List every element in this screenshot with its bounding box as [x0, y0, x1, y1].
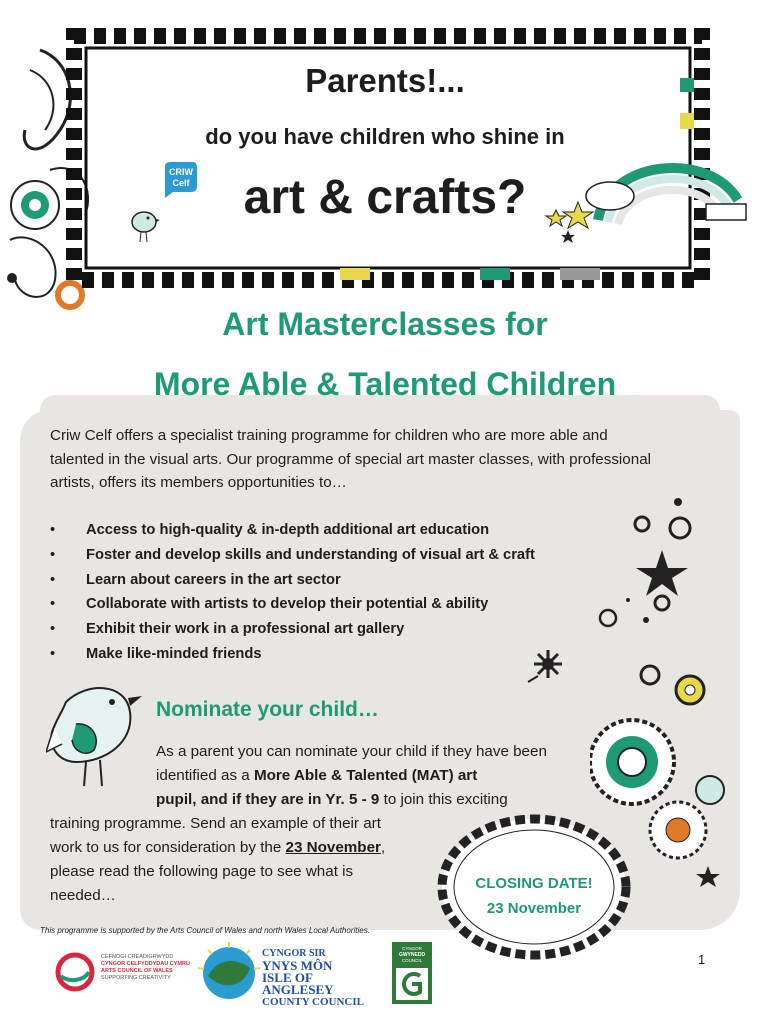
acw-swirl-icon: [55, 952, 95, 992]
main-title-line2: More Able & Talented Children: [153, 366, 617, 402]
mat-text: More Able & Talented (MAT) art: [253, 767, 478, 784]
anglesey-text: COUNTY COUNCIL: [262, 996, 364, 1008]
nominate-line: needed…: [50, 887, 116, 904]
nominate-text: ,: [380, 839, 386, 856]
acw-text: CYNGOR CELFYDDYDAU CYMRU: [101, 961, 190, 967]
support-note: This programme is supported by the Arts Council of Wales and north Wales Local Authorities.: [40, 926, 370, 935]
nominate-text: identified as a: [156, 767, 254, 784]
list-item: • Make like-minded friends: [50, 642, 535, 667]
benefits-list: [50, 518, 535, 667]
nominate-line: [156, 788, 508, 812]
anglesey-text: YNYS MÔN: [262, 958, 333, 973]
nominate-line: please read the following page to see what is: [50, 863, 354, 880]
intro-paragraph: [50, 424, 715, 495]
gwynedd-g-icon: [396, 968, 428, 1000]
main-title-line1: Art Masterclasses for: [222, 306, 548, 342]
intro-line: Criw Celf offers a specialist training programme for children who are more able and: [50, 427, 608, 444]
small-bird-icon: [126, 204, 160, 244]
deadline-text: 23 November: [285, 839, 381, 856]
nominate-line: [50, 836, 385, 860]
headline-art-crafts: art & crafts?: [243, 171, 527, 224]
gwynedd-text: CYNGOR: [402, 946, 422, 951]
list-item: • Learn about careers in the art sector: [50, 568, 535, 593]
intro-line: artists, offers its members opportunities to…: [50, 474, 347, 491]
acw-text: SUPPORTING CREATIVITY: [101, 975, 171, 981]
intro-line: talented in the visual arts. Our programme of special art master classes, with professional: [50, 450, 652, 468]
closing-date: 23 November: [486, 900, 582, 917]
headline-question: do you have children who shine in: [205, 124, 565, 149]
list-item: • Foster and develop skills and understanding of visual art & craft: [50, 543, 535, 568]
arts-council-wales-logo: [55, 950, 195, 994]
anglesey-text: CYNGOR SIR: [262, 948, 326, 959]
page-number: 1: [698, 952, 706, 967]
flower-icon: [524, 648, 584, 688]
nominate-line: [156, 764, 477, 788]
nominate-line: training programme. Send an example of their art: [50, 815, 381, 832]
gwynedd-text: GWYNEDD: [398, 952, 426, 958]
criw-celf-logo: [161, 160, 199, 198]
nominate-heading: Nominate your child…: [156, 698, 379, 721]
bird-icon: [46, 682, 146, 792]
acw-text: CEFNOGI CREADIGRWYDD: [101, 954, 174, 960]
logo-text-2: Celf: [172, 178, 190, 188]
headline-parents: Parents!...: [305, 62, 465, 99]
year-text: pupil, and if they are in Yr. 5 - 9: [156, 791, 380, 808]
anglesey-text: ISLE OF ANGLESEY: [262, 970, 334, 997]
logo-text-1: CRIW: [169, 167, 193, 177]
gwynedd-council-logo: [392, 942, 432, 1004]
list-item: • Exhibit their work in a professional art gallery: [50, 617, 535, 642]
nominate-line: As a parent you can nominate your child if they have been: [156, 743, 547, 760]
anglesey-emblem-icon: [198, 942, 260, 1004]
list-item: • Collaborate with artists to develop their potential & ability: [50, 592, 535, 617]
acw-text: ARTS COUNCIL OF WALES: [101, 968, 173, 974]
nominate-text: work to us for consideration by the: [50, 839, 286, 856]
nominate-text: to join this exciting: [379, 791, 508, 808]
rainbow-icon: [538, 140, 758, 280]
closing-label: CLOSING DATE!: [475, 875, 593, 892]
list-item: • Access to high-quality & in-depth additional art education: [50, 518, 535, 543]
gwynedd-text: COUNCIL: [401, 958, 423, 963]
anglesey-council-logo: [198, 942, 384, 1008]
